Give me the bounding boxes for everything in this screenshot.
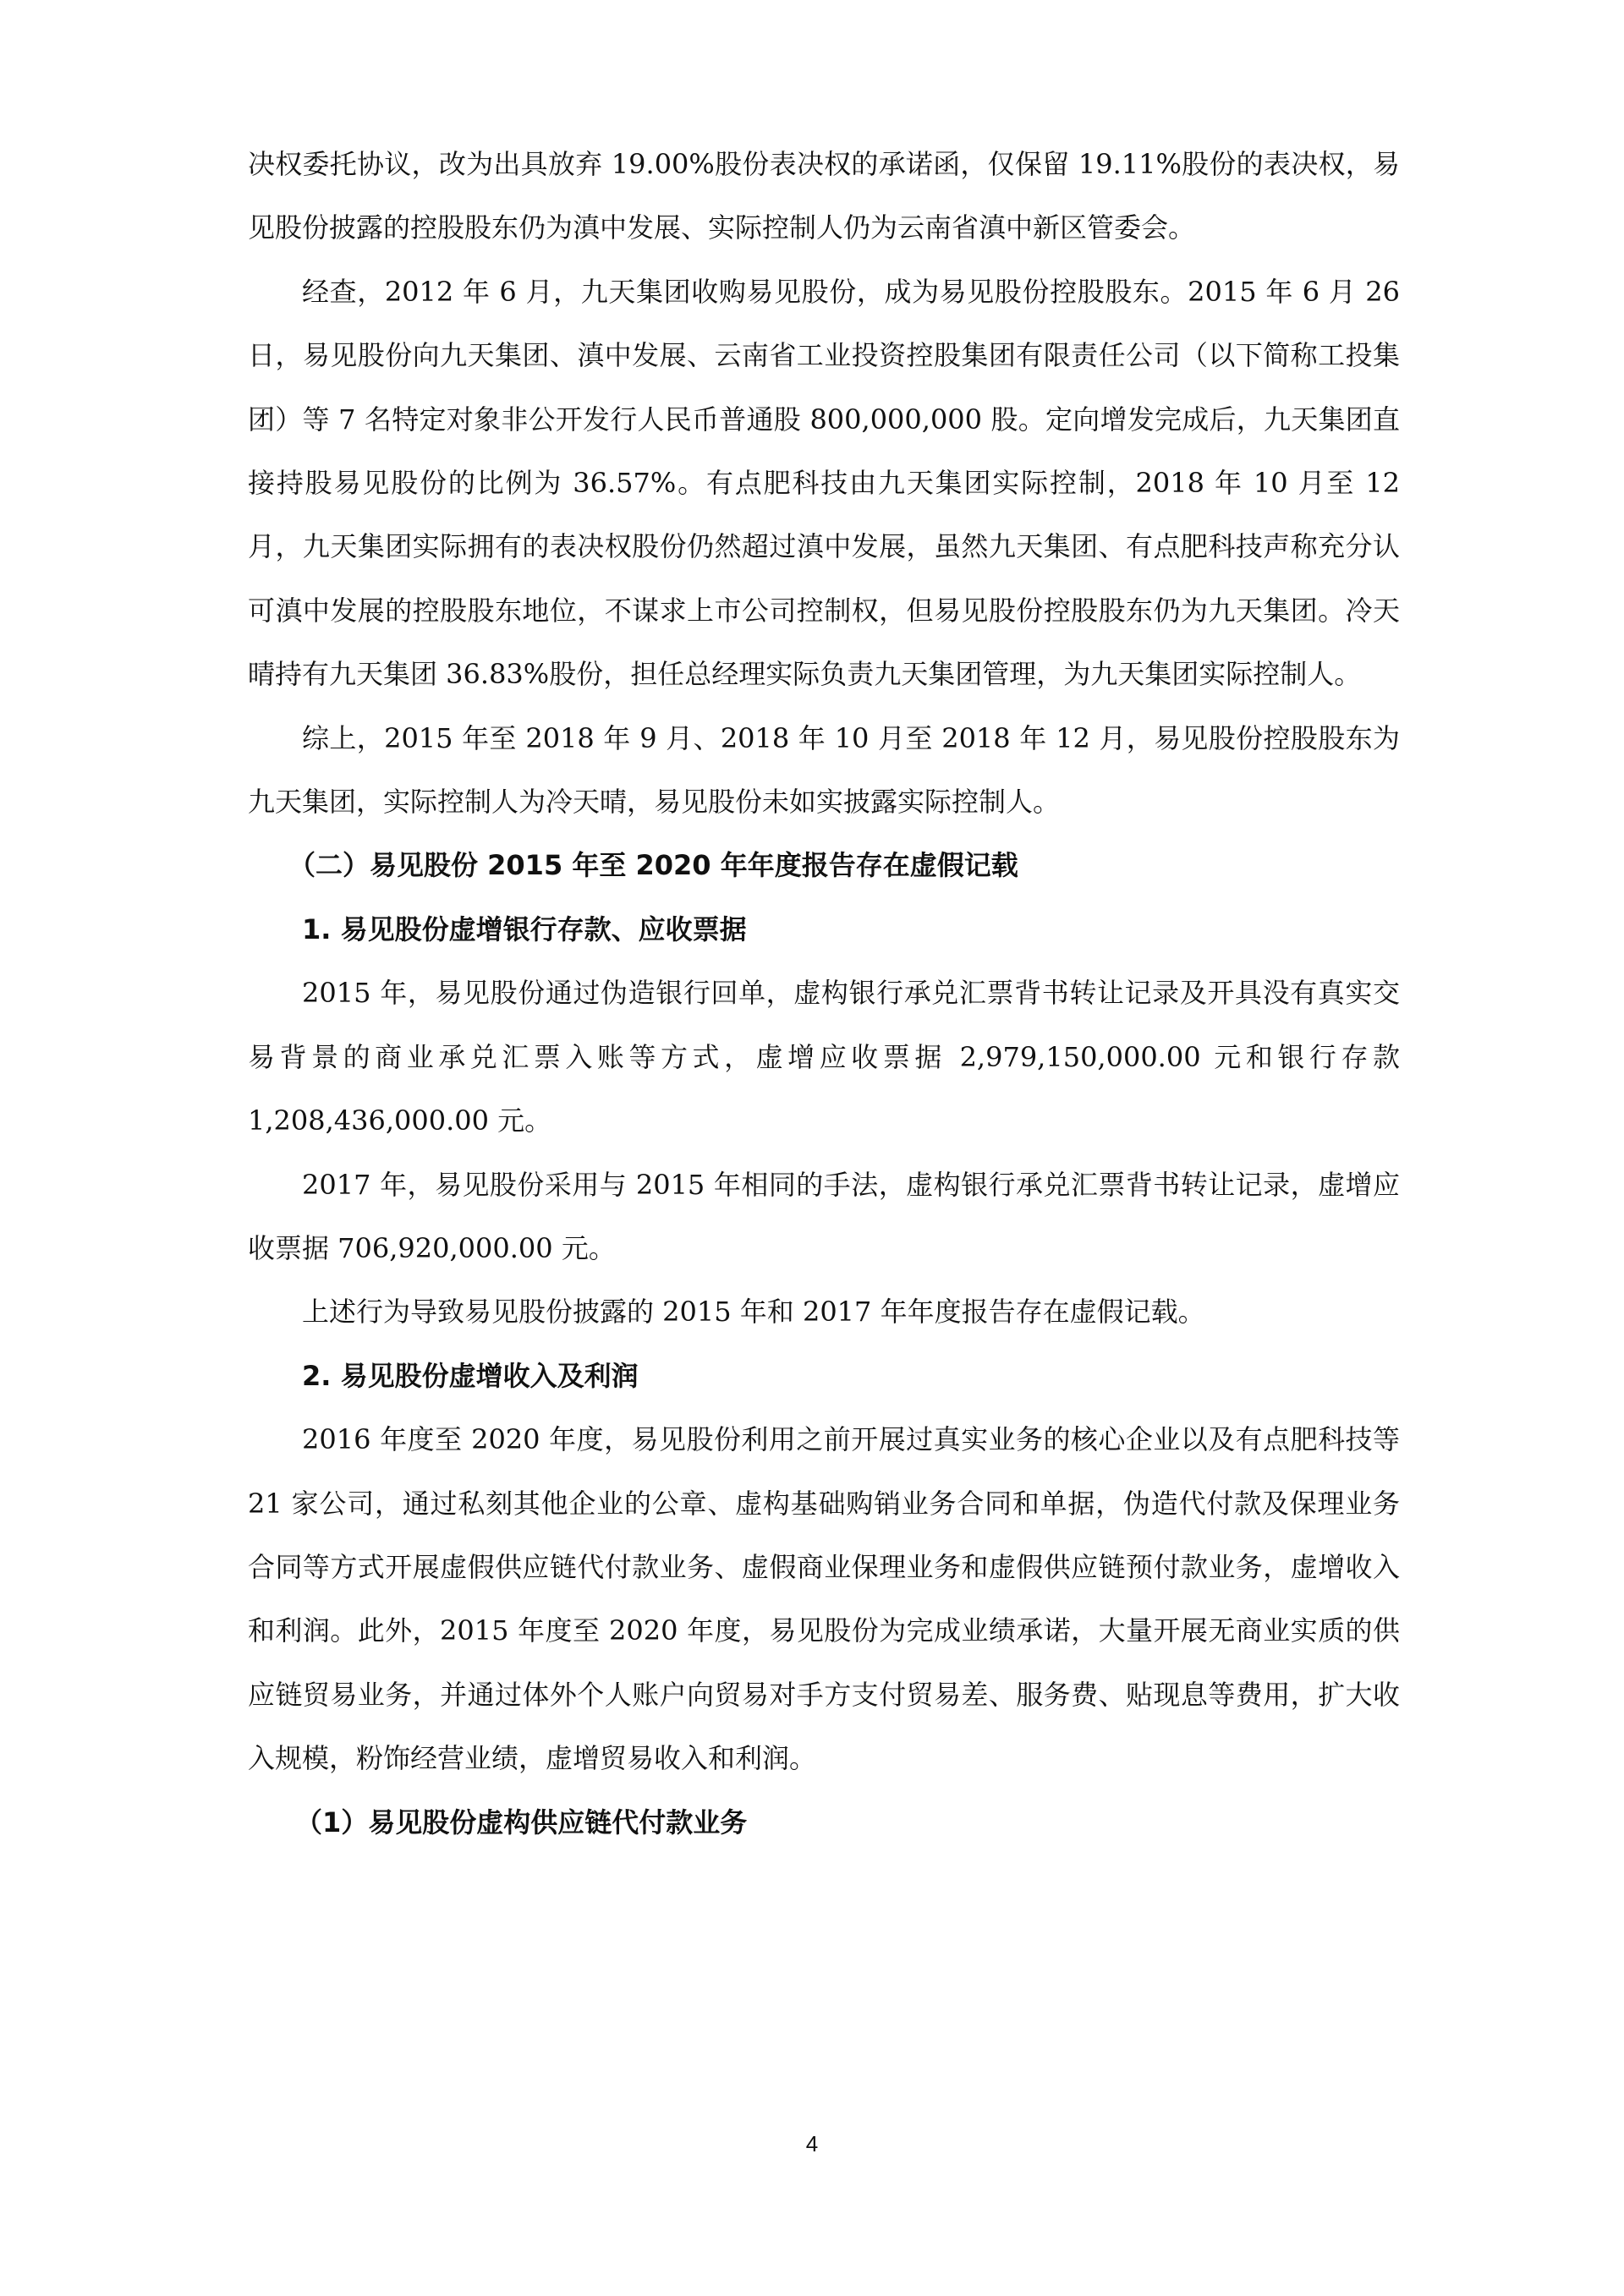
paragraph-voting-rights-continuation: 决权委托协议，改为出具放弃 19.00%股份表决权的承诺函，仅保留 19.11%股份的表决权，易见股份披露的控股股东仍为滇中发展、实际控制人仍为云南省滇中新区管委会。 <box>248 148 1400 244</box>
document-body <box>248 133 1400 1855</box>
paragraph-revenue-inflation-details: 2016 年度至 2020 年度，易见股份利用之前开展过真实业务的核心企业以及有点肥科技等 21 家公司，通过私刻其他企业的公章、虚构基础购销业务合同和单据，伪造代付款及保理业务合同等方式开展虚假供应链代付款业务、虚假商业保理业务和虚假供应链预付款业务，虚增收入和利润。此外，2015 年度至 2020 年度，易见股份为完成业绩承诺，大量开展无商业实质的供应链贸易业务，并通过体外个人账户向贸易对手方支付贸易差、服务费、贴现息等费用，扩大收入规模，粉饰经营业绩，虚增贸易收入和利润。 <box>248 1423 1400 1775</box>
section-heading-false-records: （二）易见股份 2015 年至 2020 年年度报告存在虚假记载 <box>288 849 1018 882</box>
paragraph-summary-controller: 综上，2015 年至 2018 年 9 月、2018 年 10 月至 2018 年 12 月，易见股份控股股东为九天集团，实际控制人为冷天晴，易见股份未如实披露实际控制人。 <box>248 721 1400 819</box>
paragraph-2017-inflation: 2017 年，易见股份采用与 2015 年相同的手法，虚构银行承兑汇票背书转让记录，虚增应收票据 706,920,000.00 元。 <box>248 1168 1400 1264</box>
paragraph-2015-inflation: 2015 年，易见股份通过伪造银行回单，虚构银行承兑汇票背书转让记录及开具没有真实交易背景的商业承兑汇票入账等方式，虚增应收票据 2,979,150,000.00 元和银行存款 1,208,436,000.00 元。 <box>248 977 1400 1137</box>
subsection-heading-inflated-revenue: 2. 易见股份虚增收入及利润 <box>302 1359 639 1392</box>
subsubsection-heading-fake-supply-chain: （1）易见股份虚构供应链代付款业务 <box>295 1806 748 1838</box>
page-number: 4 <box>805 2131 819 2156</box>
paragraph-investigation-findings: 经查，2012 年 6 月，九天集团收购易见股份，成为易见股份控股股东。2015 年 6 月 26 日，易见股份向九天集团、滇中发展、云南省工业投资控股集团有限责任公司（以下简称工投集团）等 7 名特定对象非公开发行人民币普通股 800,000,000 股。定向增发完成后，九天集团直接持股易见股份的比例为 36.57%。有点肥科技由九天集团实际控制，2018 年 10 月至 12 月，九天集团实际拥有的表决权股份仍然超过滇中发展，虽然九天集团、有点肥科技声称充分认可滇中发展的控股股东地位，不谋求上市公司控制权，但易见股份控股股东仍为九天集团。冷天晴持有九天集团 36.83%股份，担任总经理实际负责九天集团管理，为九天集团实际控制人。 <box>248 275 1400 691</box>
paragraph-annual-report-conclusion: 上述行为导致易见股份披露的 2015 年和 2017 年年度报告存在虚假记载。 <box>302 1296 1205 1329</box>
subsection-heading-inflated-deposits: 1. 易见股份虚增银行存款、应收票据 <box>302 912 747 945</box>
